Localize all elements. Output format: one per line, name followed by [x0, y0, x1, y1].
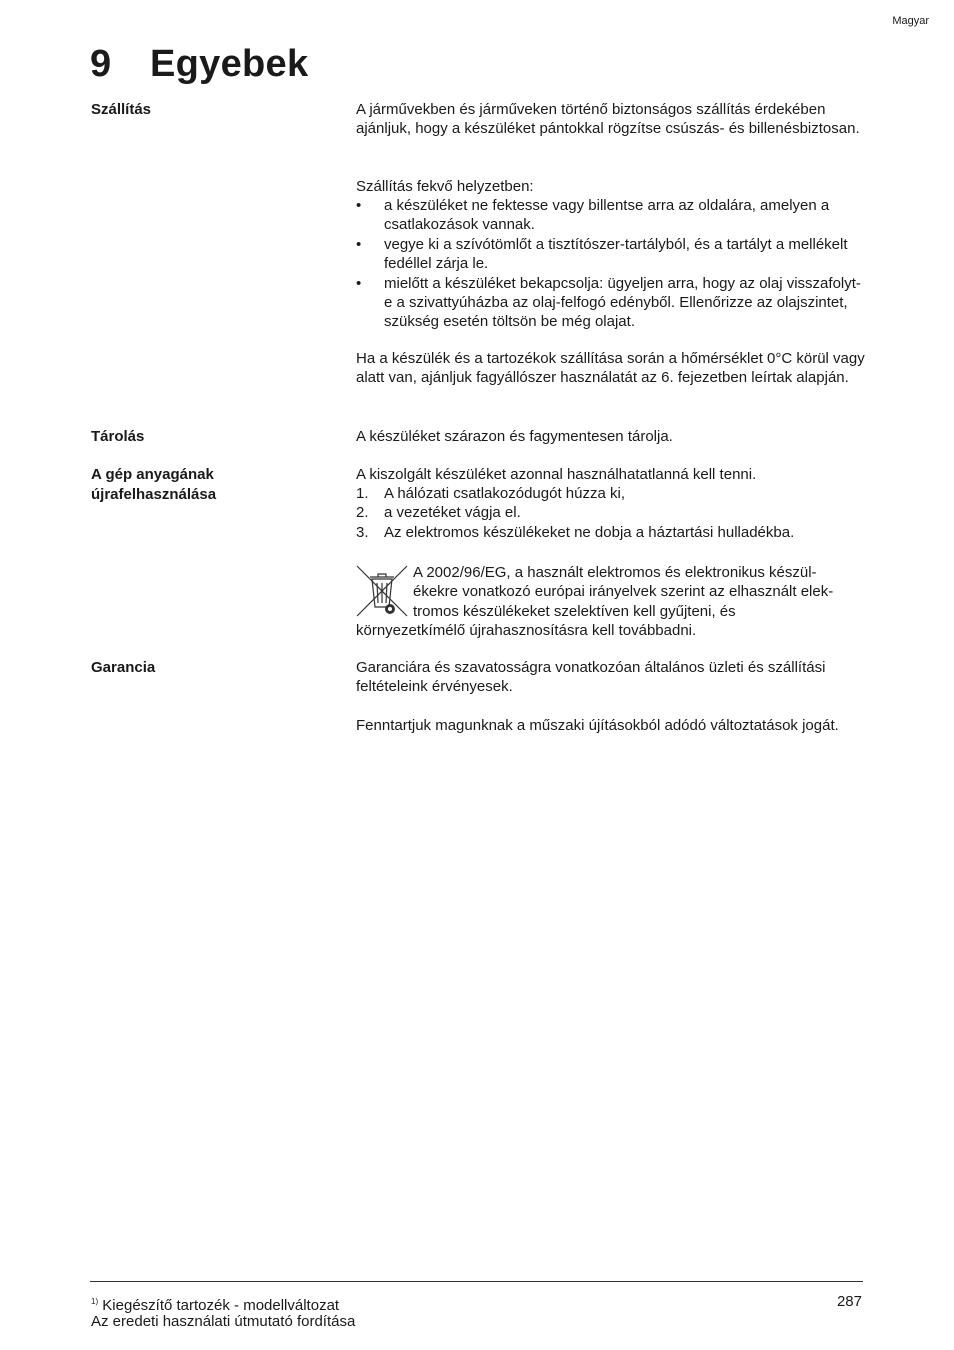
step-number: 3.: [356, 523, 369, 541]
list-item-text: a vezetéket vágja el.: [384, 504, 521, 522]
recycling-intro: A kiszolgált készüléket azonnal használhatatlanná kell tenni.: [356, 466, 757, 483]
section-label-warranty: Garancia: [91, 659, 156, 676]
language-label: Magyar: [892, 15, 929, 27]
transport-frost-note: Ha a készülék és a tartozékok szállítása során a hőmérséklet 0°C körül vagy alatt van, ajánljuk fagyállószer használatát az 6. fejezetben leírtak alapján.: [356, 350, 865, 387]
footer-divider: [90, 1281, 863, 1282]
step-number: 2.: [356, 504, 369, 522]
transport-lying-heading: Szállítás fekvő helyzetben:: [356, 178, 534, 195]
storage-text: A készüléket szárazon és fagymentesen tárolja.: [356, 428, 673, 445]
list-item-text: Az elektromos készülékeket ne dobja a háztartási hulladékba.: [384, 523, 795, 541]
weee-text-line: ékekre vonatkozó európai irányelvek szerint az elhasznált elek-: [413, 583, 834, 601]
section-label-recycling: [91, 465, 331, 505]
transport-bullet-list: [356, 196, 868, 332]
chapter-title-text: Egyebek: [150, 43, 309, 85]
weee-text-line: környezetkímélő újrahasznosításra kell továbbadni.: [356, 622, 697, 640]
footer-subtitle: Az eredeti használati útmutató fordítása: [91, 1313, 356, 1330]
footnote-text: Kiegészítő tartozék - modellváltozat: [102, 1297, 340, 1314]
list-item-text: a készüléket ne fektesse vagy billentse arra az oldalára, amelyen a csatlakozások vannak.: [384, 197, 830, 234]
page-number: 287: [836, 1293, 862, 1310]
section-label-transport: Szállítás: [91, 101, 152, 118]
chapter-number: 9: [90, 43, 112, 85]
section-label-line: A gép anyagának: [91, 466, 214, 483]
bullet-marker: •: [356, 235, 362, 253]
list-item: [356, 523, 868, 542]
section-label-storage: Tárolás: [91, 428, 145, 445]
list-item-text: mielőtt a készüléket bekapcsolja: ügyeljen arra, hogy az olaj visszafolyt-e a szivattyúházba az olaj-felfogó edényből. Ellenőrizze az olajszintet, szükség esetén töltsön be még olajat.: [384, 274, 861, 331]
list-item-text: A hálózati csatlakozódugót húzza ki,: [384, 485, 625, 502]
chapter-title: [90, 40, 308, 88]
bullet-marker: •: [356, 274, 362, 292]
weee-text-line: A 2002/96/EG, a használt elektromos és elektronikus készül-: [413, 564, 817, 581]
bullet-marker: •: [356, 197, 362, 214]
list-item: [356, 484, 868, 503]
step-number: 1.: [356, 485, 369, 502]
list-item: [356, 274, 868, 332]
weee-text-line: tromos készülékeket szelektíven kell gyűjteni, és: [413, 602, 736, 620]
warranty-reservation-text: Fenntartjuk magunknak a műszaki újításokból adódó változtatások jogát.: [356, 717, 839, 734]
footnote-mark: 1): [91, 1297, 99, 1306]
list-item: [356, 235, 868, 274]
list-item: [356, 503, 868, 522]
transport-intro: A járművekben és járműveken történő biztonságos szállítás érdekében ajánljuk, hogy a készüléket pántokkal rögzítse csúszás- és billenésbiztosan.: [356, 101, 860, 138]
warranty-text: Garanciára és szavatosságra vonatkozóan általános üzleti és szállítási feltételeink érvényesek.: [356, 659, 826, 696]
section-label-line: újrafelhasználása: [91, 486, 217, 503]
recycling-steps: [356, 484, 868, 542]
list-item: [356, 196, 868, 235]
weee-notice: [356, 563, 868, 641]
crossed-out-wheelie-bin-icon: [356, 565, 408, 617]
list-item-text: vegye ki a szívótömlőt a tisztítószer-tartályból, és a tartályt a mellékelt fedéllel zárja le.: [384, 235, 848, 273]
